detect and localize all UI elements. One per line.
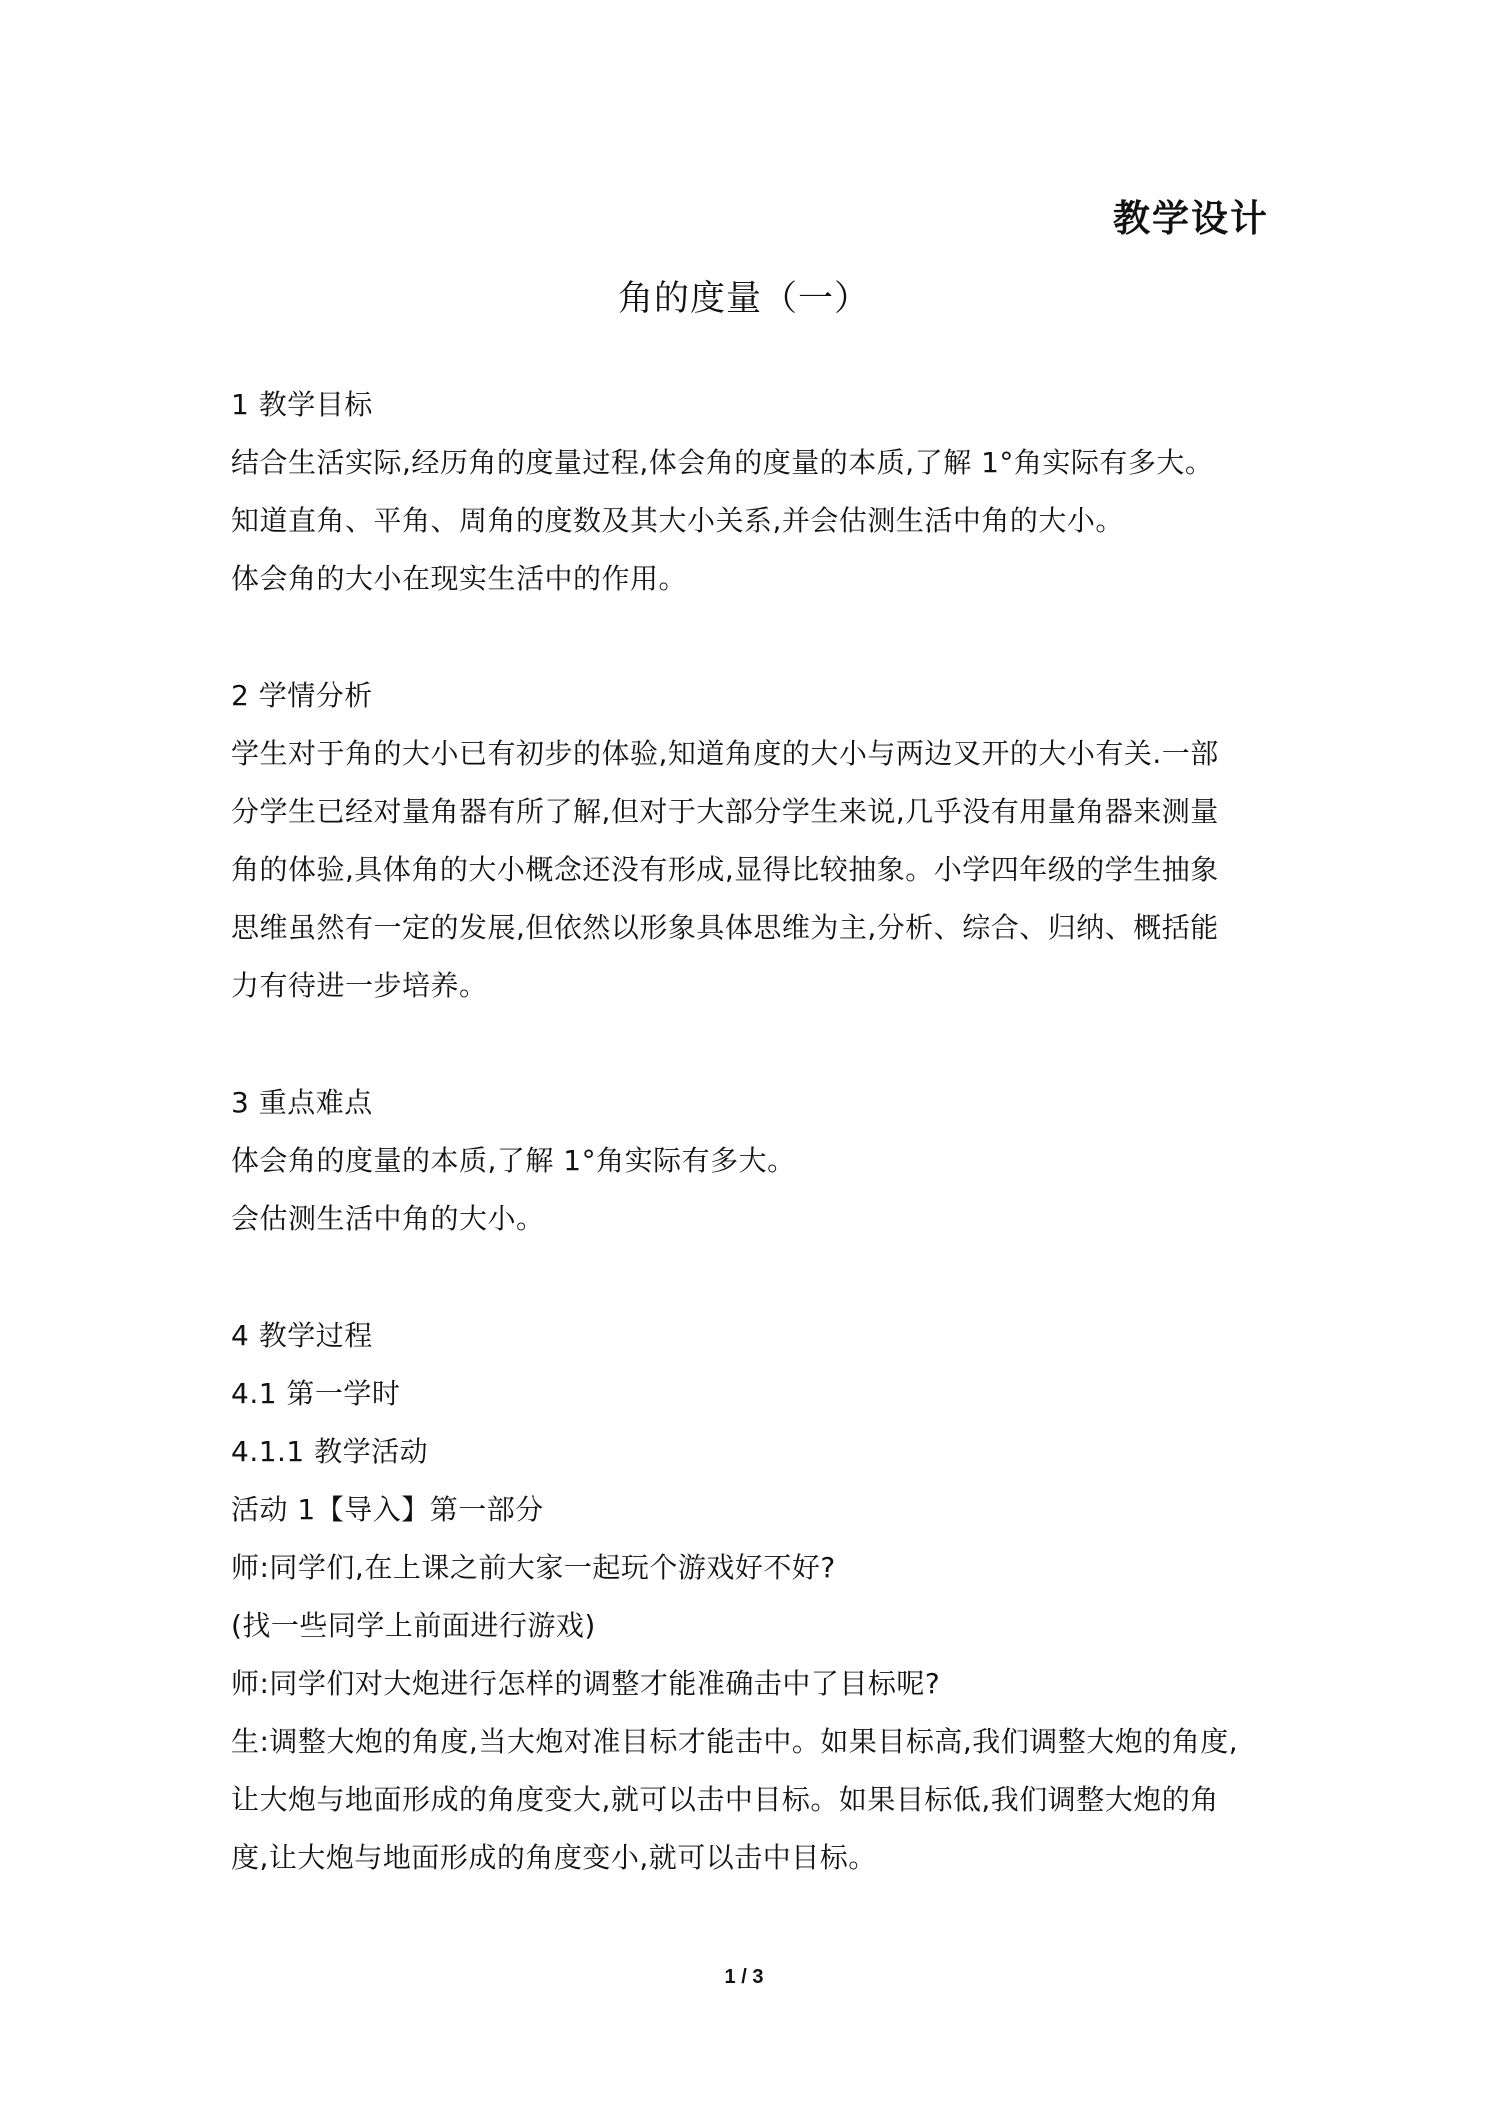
activity-heading: 活动 1【导入】第一部分 [231, 1493, 544, 1526]
page-number: 1 / 3 [724, 1966, 764, 1988]
header-title: 教学设计 [1113, 197, 1269, 240]
paragraph-line: 体会角的度量的本质,了解 1°角实际有多大。 [231, 1144, 796, 1177]
paragraph-line: 知道直角、平角、周角的度数及其大小关系,并会估测生活中角的大小。 [231, 504, 1124, 537]
subsection-heading: 4.1 第一学时 [231, 1377, 401, 1410]
paragraph-line: 角的体验,具体角的大小概念还没有形成,显得比较抽象。小学四年级的学生抽象 [231, 853, 1219, 886]
paragraph-line: 会估测生活中角的大小。 [231, 1202, 545, 1235]
paragraph-line: 力有待进一步培养。 [231, 969, 488, 1002]
paragraph-line: 结合生活实际,经历角的度量过程,体会角的度量的本质,了解 1°角实际有多大。 [231, 446, 1214, 479]
paragraph-line: 思维虽然有一定的发展,但依然以形象具体思维为主,分析、综合、归纳、概括能 [231, 911, 1219, 944]
paragraph-line: 让大炮与地面形成的角度变大,就可以击中目标。如果目标低,我们调整大炮的角 [231, 1783, 1219, 1816]
section-heading: 3 重点难点 [231, 1086, 373, 1119]
paragraph-line: 师:同学们对大炮进行怎样的调整才能准确击中了目标呢? [231, 1667, 941, 1700]
paragraph-line: 生:调整大炮的角度,当大炮对准目标才能击中。如果目标高,我们调整大炮的角度, [231, 1725, 1239, 1758]
paragraph-line: 分学生已经对量角器有所了解,但对于大部分学生来说,几乎没有用量角器来测量 [231, 795, 1219, 828]
subsection-heading: 4.1.1 教学活动 [231, 1435, 429, 1468]
section-heading: 4 教学过程 [231, 1319, 373, 1352]
paragraph-line: 学生对于角的大小已有初步的体验,知道角度的大小与两边叉开的大小有关.一部 [231, 737, 1219, 770]
section-heading: 2 学情分析 [231, 679, 373, 712]
paragraph-line: 体会角的大小在现实生活中的作用。 [231, 562, 688, 595]
paragraph-line: (找一些同学上前面进行游戏) [231, 1609, 596, 1642]
section-heading: 1 教学目标 [231, 388, 373, 421]
paragraph-line: 度,让大炮与地面形成的角度变小,就可以击中目标。 [231, 1841, 877, 1874]
paragraph-line: 师:同学们,在上课之前大家一起玩个游戏好不好? [231, 1551, 836, 1584]
document-title: 角的度量（一） [617, 279, 870, 319]
